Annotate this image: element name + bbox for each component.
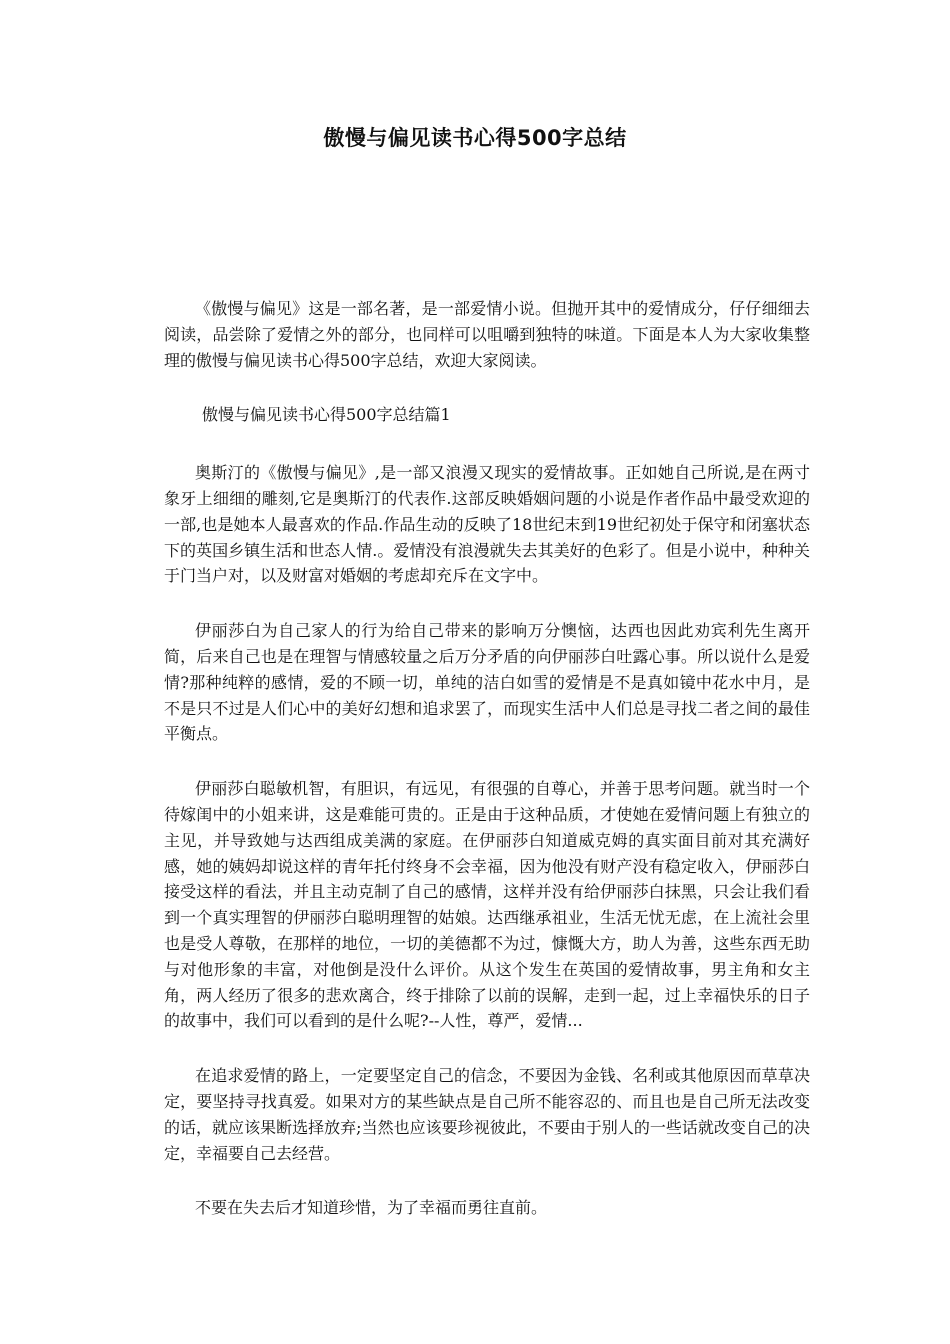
body-paragraph: 伊丽莎白为自己家人的行为给自己带来的影响万分懊恼，达西也因此劝宾利先生离开简，后来自己也是在理智与情感较量之后万分矛盾的向伊丽莎白吐露心事。所以说什么是爱情?那种纯粹的感情，爱的不顾一切，单纯的洁白如雪的爱情是不是真如镜中花水中月，是不是只不过是人们心中的美好幻想和追求罢了，而现实生活中人们总是寻找二者之间的最佳平衡点。 bbox=[164, 621, 810, 744]
intro-paragraph: 《傲慢与偏见》这是一部名著，是一部爱情小说。但抛开其中的爱情成分，仔仔细细去阅读，品尝除了爱情之外的部分，也同样可以咀嚼到独特的味道。下面是本人为大家收集整理的傲慢与偏见读书心得500字总结，欢迎大家阅读。 bbox=[164, 299, 810, 370]
document-title: 傲慢与偏见读书心得500字总结 bbox=[323, 126, 627, 150]
body-paragraph: 奥斯汀的《傲慢与偏见》,是一部又浪漫又现实的爱情故事。正如她自己所说,是在两寸象牙上细细的雕刻,它是奥斯汀的代表作.这部反映婚姻问题的小说是作者作品中最受欢迎的一部,也是她本人最喜欢的作品.作品生动的反映了18世纪末到19世纪初处于保守和闭塞状态下的英国乡镇生活和世态人情.。爱情没有浪漫就失去其美好的色彩了。但是小说中，种种关于门当户对，以及财富对婚姻的考虑却充斥在文字中。 bbox=[164, 463, 810, 586]
body-paragraph: 伊丽莎白聪敏机智，有胆识，有远见，有很强的自尊心，并善于思考问题。就当时一个待嫁闺中的小姐来讲，这是难能可贵的。正是由于这种品质，才使她在爱情问题上有独立的主见，并导致她与达西组成美满的家庭。在伊丽莎白知道威克姆的真实面目前对其充满好感，她的姨妈却说这样的青年托付终身不会幸福，因为他没有财产没有稳定收入，伊丽莎白接受这样的看法，并且主动克制了自己的感情，这样并没有给伊丽莎白抹黑，只会让我们看到一个真实理智的伊丽莎白聪明理智的姑娘。达西继承祖业，生活无忧无虑，在上流社会里也是受人尊敬，在那样的地位，一切的美德都不为过，慷慨大方，助人为善，这些东西无助与对他形象的丰富，对他倒是没什么评价。从这个发生在英国的爱情故事，男主角和女主角，两人经历了很多的悲欢离合，终于排除了以前的误解，走到一起，过上幸福快乐的日子的故事中，我们可以看到的是什么呢?--人性，尊严，爱情... bbox=[164, 779, 810, 1031]
body-paragraph: 在追求爱情的路上，一定要坚定自己的信念，不要因为金钱、名利或其他原因而草草决定，要坚持寻找真爱。如果对方的某些缺点是自己所不能容忍的、而且也是自己所无法改变的话，就应该果断选择放弃;当然也应该要珍视彼此，不要由于别人的一些话就改变自己的决定，幸福要自己去经营。 bbox=[164, 1066, 810, 1163]
section-heading: 傲慢与偏见读书心得500字总结篇1 bbox=[202, 405, 451, 425]
closing-paragraph: 不要在失去后才知道珍惜，为了幸福而勇往直前。 bbox=[195, 1198, 548, 1218]
document-body bbox=[164, 296, 810, 1250]
